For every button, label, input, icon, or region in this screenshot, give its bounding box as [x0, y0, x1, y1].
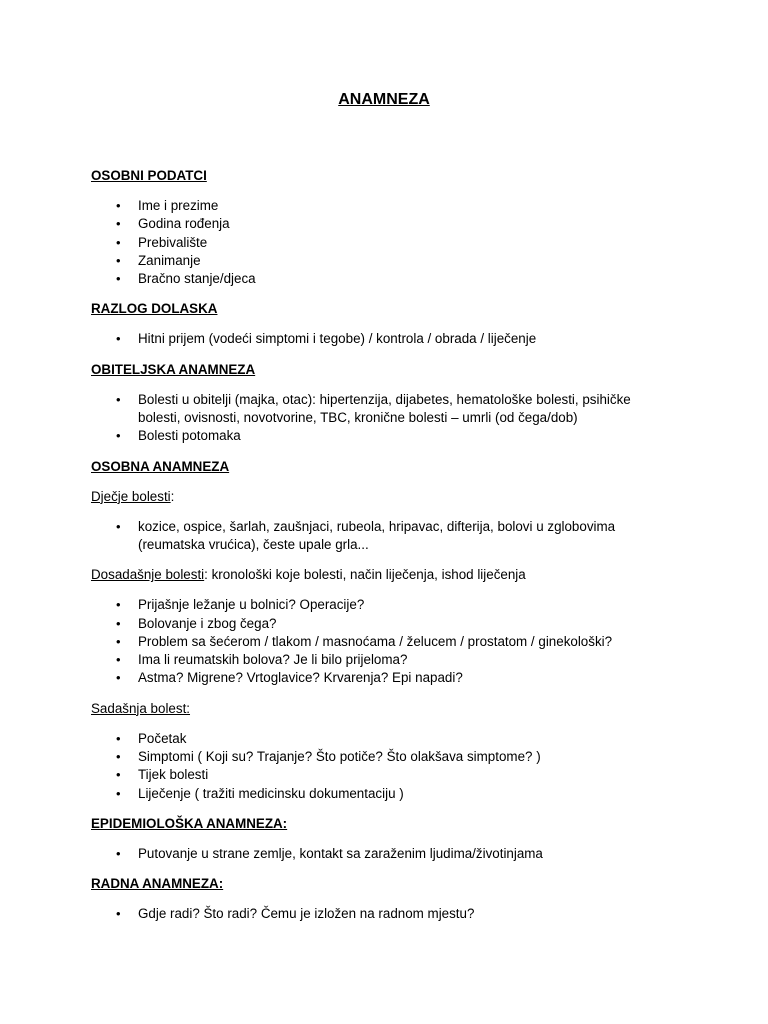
bullet-icon: • — [116, 428, 121, 444]
list-item: • Bolovanje i zbog čega? — [91, 615, 658, 633]
bullet-icon: • — [116, 633, 121, 649]
list-item: • Liječenje ( tražiti medicinsku dokumentaciju ) — [91, 785, 658, 803]
subheading-sadasnja-bolest: Sadašnja bolest: — [91, 700, 191, 716]
bullet-icon: • — [116, 767, 121, 783]
bullet-icon: • — [116, 331, 121, 347]
list-item: • Početak — [91, 730, 658, 748]
subheading-dosadasnje-bolesti: Dosadašnje bolesti: kronološki koje bolesti, način liječenja, ishod liječenja — [91, 567, 526, 583]
bullet-icon: • — [116, 597, 121, 613]
bullet-icon: • — [116, 518, 121, 534]
section-heading-epidemioloska-anamneza: EPIDEMIOLOŠKA ANAMNEZA: — [91, 815, 288, 831]
bullet-icon: • — [116, 252, 121, 268]
list-item: • Zanimanje — [91, 252, 658, 270]
list-item: • Simptomi ( Koji su? Trajanje? Što potiče? Što olakšava simptome? ) — [91, 748, 658, 766]
list-item: • Tijek bolesti — [91, 766, 658, 784]
bullet-icon: • — [116, 615, 121, 631]
list-item: • Astma? Migrene? Vrtoglavice? Krvarenja? Epi napadi? — [91, 669, 658, 687]
list-item: • Bolesti potomaka — [91, 427, 658, 445]
list-item: • Godina rođenja — [91, 215, 658, 233]
bullet-list-osobni-podatci — [91, 197, 768, 288]
bullet-list-obiteljska-anamneza — [91, 391, 768, 446]
bullet-list-djecje-bolesti — [91, 518, 768, 555]
bullet-icon: • — [116, 391, 121, 407]
bullet-list-sadasnja-bolest — [91, 730, 768, 803]
bullet-icon: • — [116, 906, 121, 922]
list-item: • Problem sa šećerom / tlakom / masnoćama / želucem / prostatom / ginekološki? — [91, 633, 658, 651]
list-item: • Bračno stanje/djeca — [91, 270, 658, 288]
bullet-list-epidemioloska-anamneza — [91, 845, 768, 863]
bullet-icon: • — [116, 730, 121, 746]
bullet-icon: • — [116, 749, 121, 765]
section-heading-radna-anamneza: RADNA ANAMNEZA: — [91, 876, 224, 892]
subheading-djecje-bolesti: Dječje bolesti: — [91, 488, 175, 504]
section-heading-obiteljska-anamneza: OBITELJSKA ANAMNEZA — [91, 361, 256, 377]
list-item: • Bolesti u obitelji (majka, otac): hipertenzija, dijabetes, hematološke bolesti, psihičke bolesti, ovisnosti, novotvorine, TBC, kronične bolesti – umrli (od čega/dob) — [116, 391, 631, 426]
bullet-list-razlog-dolaska — [91, 330, 768, 348]
section-heading-osobna-anamneza: OSOBNA ANAMNEZA — [91, 458, 230, 474]
bullet-icon: • — [116, 198, 121, 213]
list-item: • kozice, ospice, šarlah, zaušnjaci, rubeola, hripavac, difterija, bolovi u zglobovima (reumatska vrućica), česte upale grla... — [116, 518, 616, 552]
list-item: • Ime i prezime — [91, 197, 658, 215]
list-item: • Hitni prijem (vodeći simptomi i tegobe) / kontrola / obrada / liječenje — [91, 330, 658, 348]
bullet-icon: • — [116, 271, 121, 287]
bullet-icon: • — [116, 652, 121, 668]
list-item: • Prijašnje ležanje u bolnici? Operacije? — [91, 596, 658, 614]
bullet-icon: • — [116, 670, 121, 686]
list-item: • Prebivalište — [91, 234, 658, 252]
section-heading-osobni-podatci: OSOBNI PODATCI — [91, 168, 207, 183]
list-item: • Putovanje u strane zemlje, kontakt sa zaraženim ljudima/životinjama — [91, 845, 658, 863]
bullet-icon: • — [116, 234, 121, 250]
bullet-list-dosadasnje-bolesti — [91, 596, 768, 687]
bullet-icon: • — [116, 785, 121, 801]
bullet-icon: • — [116, 845, 121, 861]
list-item: • Gdje radi? Što radi? Čemu je izložen na radnom mjestu? — [91, 905, 658, 923]
section-heading-razlog-dolaska: RAZLOG DOLASKA — [91, 301, 218, 317]
bullet-icon: • — [116, 216, 121, 232]
bullet-list-radna-anamneza — [91, 905, 768, 923]
document-title: ANAMNEZA — [338, 91, 430, 108]
list-item: • Ima li reumatskih bolova? Je li bilo prijeloma? — [91, 651, 658, 669]
